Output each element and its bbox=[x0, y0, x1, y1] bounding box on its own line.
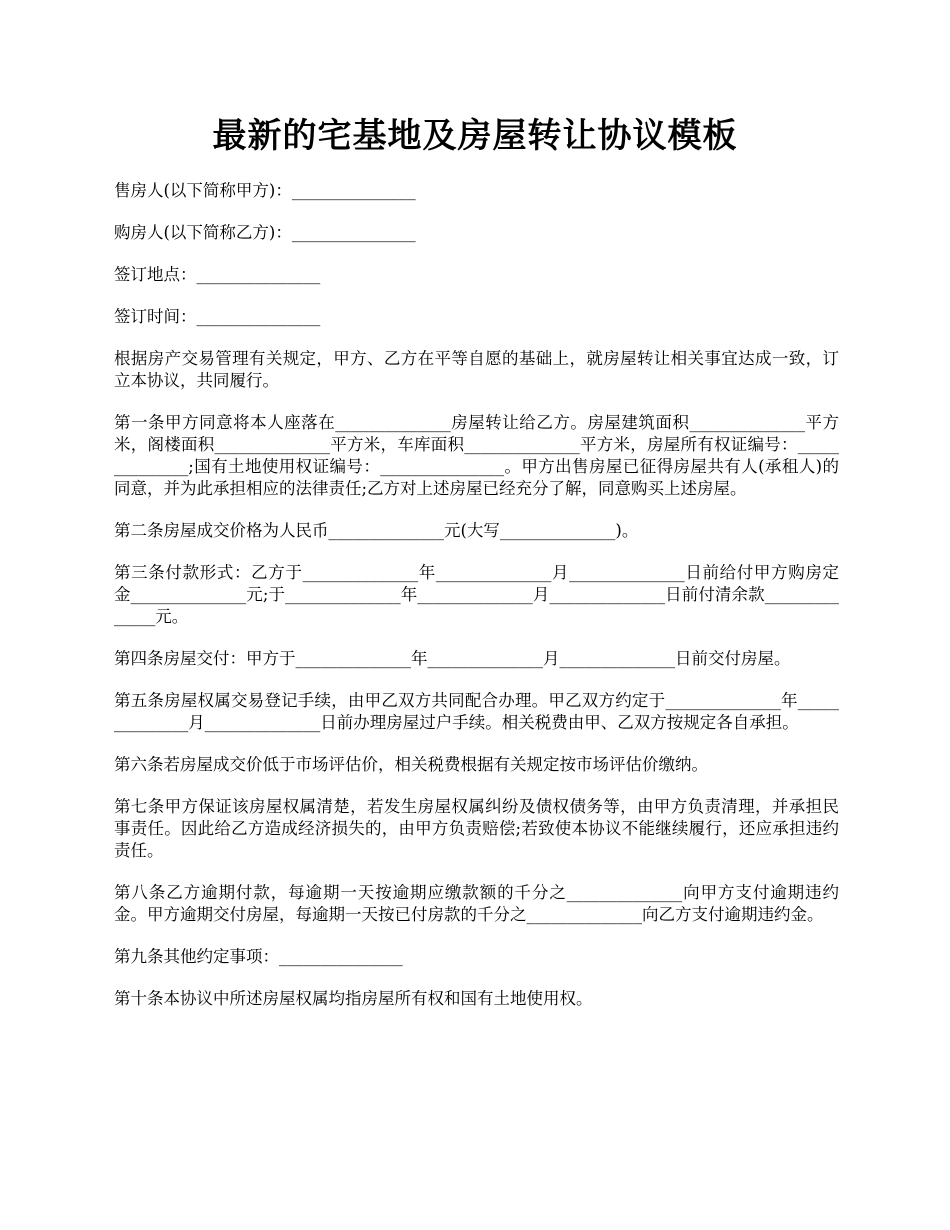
article-8: 第八条乙方逾期付款，每逾期一天按逾期应缴款额的千分之______________向甲方支付逾期违约金。甲方逾期交付房屋，每逾期一天按已付房款的千分之______________向乙方支付逾期违约金。 bbox=[114, 883, 839, 924]
article-7: 第七条甲方保证该房屋权属清楚，若发生房屋权属纠纷及债权债务等，由甲方负责清理，并承担民事责任。因此给乙方造成经济损失的，由甲方负责赔偿;若致使本协议不能继续履行，还应承担违约责任。 bbox=[114, 797, 839, 860]
article-3: 第三条付款形式：乙方于______________年______________月______________日前给付甲方购房定金______________元;于______________年______________月______________日前付清余款______________元。 bbox=[114, 563, 839, 626]
signing-time-line: 签订时间：_______________ bbox=[114, 307, 321, 326]
article-9: 第九条其他约定事项：_______________ bbox=[114, 947, 403, 966]
document-title: 最新的宅基地及房屋转让协议模板 bbox=[212, 116, 738, 156]
seller-line: 售房人(以下简称甲方)：_______________ bbox=[114, 181, 416, 200]
article-1: 第一条甲方同意将本人座落在______________房屋转让给乙方。房屋建筑面积______________平方米，阁楼面积______________平方米，车库面积______________平方米，房屋所有权证编号：______________;国有土地使用权证编号：_______________。甲方出售房屋已征得房屋共有人(承租人)的同意，并为此承担相应的法律责任;乙方对上述房屋已经充分了解，同意购买上述房屋。 bbox=[114, 413, 839, 498]
buyer-line: 购房人(以下简称乙方)：_______________ bbox=[114, 223, 416, 242]
article-10: 第十条本协议中所述房屋权属均指房屋所有权和国有土地使用权。 bbox=[114, 989, 593, 1008]
article-4: 第四条房屋交付：甲方于______________年______________月______________日前交付房屋。 bbox=[114, 649, 791, 668]
article-6: 第六条若房屋成交价低于市场评估价，相关税费根据有关规定按市场评估价缴纳。 bbox=[114, 755, 708, 774]
signing-place-line: 签订地点：_______________ bbox=[114, 265, 321, 284]
preamble-paragraph: 根据房产交易管理有关规定，甲方、乙方在平等自愿的基础上，就房屋转让相关事宜达成一致，订立本协议，共同履行。 bbox=[114, 349, 839, 390]
article-2: 第二条房屋成交价格为人民币______________元(大写______________)。 bbox=[114, 521, 639, 540]
article-5: 第五条房屋权属交易登记手续，由甲乙双方共同配合办理。甲乙双方约定于______________年______________月______________日前办理房屋过户手续。相关税费由甲、乙双方按规定各自承担。 bbox=[114, 691, 839, 732]
document-body bbox=[114, 180, 839, 1030]
